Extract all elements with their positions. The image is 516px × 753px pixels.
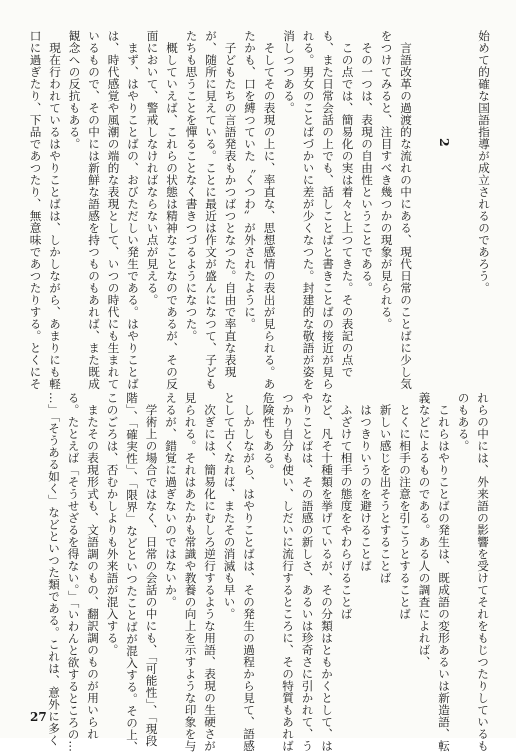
text-column: 次ぎには、簡易化にむしろ逆行するような用語、表現の生硬さが <box>203 392 217 752</box>
text-column <box>454 30 474 352</box>
text-column: たかも、口を縛つていた〝くつわ〟が外されたように。 <box>243 30 257 330</box>
text-column: 現在行われているはやりことばは、しかしながら、あまりにも軽 <box>48 30 62 390</box>
text-column <box>415 30 435 352</box>
text-column: は、時代感覚や風潮の端的な表現として、いつの時代にも生まれて <box>106 30 121 390</box>
text-column: 消しつつある。 <box>282 30 296 114</box>
text-column: これらはやりことばの発生は、既成語の変形あるいは新造語、転 <box>437 392 451 752</box>
text-column: このごろは、否むかしよりも外来語が混入する。 <box>105 392 120 656</box>
text-column: など、凡そ十種類を挙げているが、その分類はともかくとして、は <box>320 392 334 752</box>
text-column: 見られる。それはあたかも常識や教養の向上を示すような印象を与 <box>183 392 198 752</box>
text-column: しかしながら、はやりことばは、その発生の過程から見て、語感 <box>242 392 256 752</box>
text-column: そしてその表現の上に、率直な、思想感情の表出が見られる。あ <box>262 30 277 390</box>
text-column: 学術上の場合ではなく、日常の会話の中にも、「可能性」、「現段 <box>144 392 159 747</box>
text-column: 危険性もある。 <box>261 392 276 476</box>
text-column: れらの中には、外来語の影響を受けてそれをもじつたりしているも <box>476 392 490 752</box>
text-column: たちも思うことを憚ることなく書きつづるようになつた。 <box>184 30 199 342</box>
text-column: この点では、簡易化の実は着々と上つてきた。その表記の点で <box>340 30 355 378</box>
text-column: やりことばは、その語感の新しさ、あるいは珍奇さに引かれて、う <box>300 392 315 752</box>
text-column: その一つは、表現の自由性ということである。 <box>360 30 374 294</box>
text-column: のもある。 <box>456 392 471 452</box>
text-column: 子どもたちの言語発表もかつばつとなつた。自由で率直な表現 <box>223 30 238 378</box>
text-column: として古くなれば、またその消滅も早い。 <box>222 392 237 620</box>
upper-text-block <box>28 30 493 390</box>
text-column: る。たとえば「そうせざるを得ない。」「いわんと欲するところの… <box>66 392 81 753</box>
text-column: 観念への反抗もある。 <box>67 30 82 150</box>
text-column: 階」、「確実性」、「限界」などといつたことばが混入する。その上、 <box>125 392 139 753</box>
text-column: えるが、錯覚に過ぎないのではないか。 <box>164 392 178 608</box>
text-column: 新しい感じを出そうとすることば <box>378 392 393 584</box>
text-column: ふざけて相手の態度をやわらげることば <box>339 392 354 620</box>
text-column: いるもので、その中には新鮮な語感を持つものもあれば、また既成 <box>87 30 101 390</box>
section-number: 2 <box>437 138 452 148</box>
text-column: 概していえば、これらの状態は精神なことなのであるが、その反 <box>165 30 179 390</box>
text-column: 面において、警戒しなければならない点が見える。 <box>145 30 160 306</box>
text-column: 口に過ぎたり、下品であつたり、無意味であつたりする。とくにそ <box>28 30 43 390</box>
text-column: 言語改革の過渡的な流れの中にある、現代日常のことばに少し気 <box>399 30 413 390</box>
page-number: 27 <box>30 710 47 724</box>
text-column: れる。男女のことばづかいに差が少くなつた。封建的な敬語が姿を <box>301 30 316 390</box>
text-column: も、また日常会話の上でも、話しことばと書きことばの接近が見ら <box>321 30 335 390</box>
text-column: まず、はやりことばの、おびただしい発生である。はやりことば <box>126 30 140 390</box>
text-column: またその表現形式も、文語調のもの、翻訳調のものが用いられ <box>86 392 100 740</box>
text-column: つかり自分も使い、しだいに流行するところに、その特質もあれば <box>281 392 295 752</box>
text-column: とくに相手の注意を引こうとすることば <box>398 392 412 620</box>
text-column: 始めて的確な国語指導が成立されるのであろう。 <box>477 30 491 294</box>
text-column: 義などによるものである。ある人の調査によれば、 <box>417 392 432 668</box>
text-column: …」「そうある如く」などといつた類である。これは、意外に多く <box>47 392 61 747</box>
text-column: をつけてみると、注目すべき幾つかの現象が見られる。 <box>379 30 394 330</box>
text-column: はつきりいうのを避けることば <box>359 392 373 572</box>
text-column: が、随所に見えている。ことに最近は作文が盛んになつて、子ども <box>204 30 218 390</box>
